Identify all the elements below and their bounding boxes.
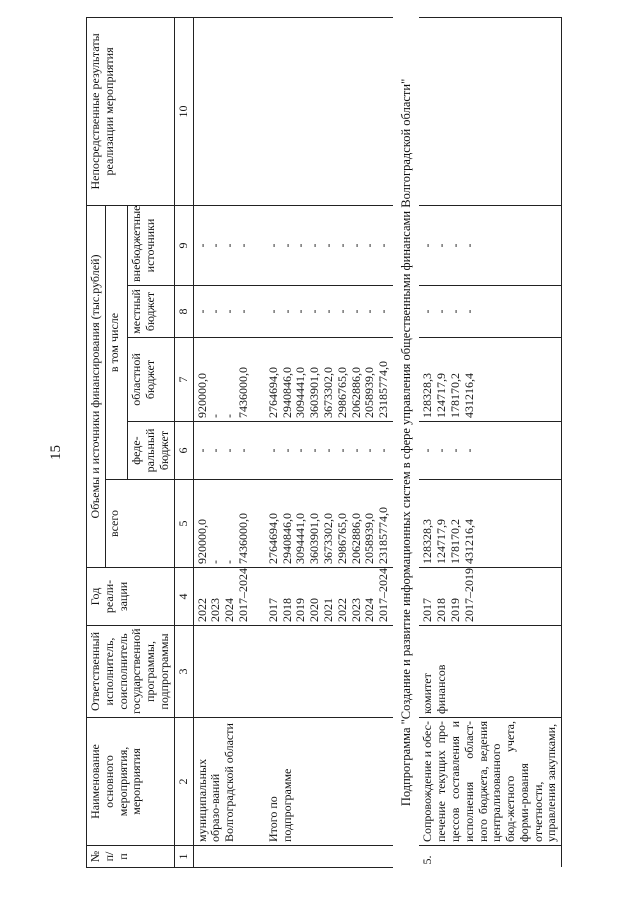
header-total: всего <box>105 480 174 568</box>
extra-list: - - - - - - - - - <box>253 205 393 285</box>
col-num-9: 9 <box>174 205 193 285</box>
col-num-5: 5 <box>174 480 193 568</box>
header-name: Наименование основного мероприятия, мероприятия <box>87 718 175 846</box>
table-row <box>419 17 561 867</box>
header-year: Год реали-зации <box>87 568 175 626</box>
extra-list: - - - - <box>419 205 561 285</box>
header-executor: Ответственный исполнитель, соисполнитель государственной программы, подпрограммы <box>87 626 175 718</box>
local-list: - - - - <box>193 286 253 338</box>
header-local: местный бюджет <box>128 286 174 338</box>
row-number: 5. <box>419 846 561 868</box>
col-num-7: 7 <box>174 338 193 422</box>
col-num-6: 6 <box>174 422 193 480</box>
header-number: № п/п <box>87 846 175 868</box>
col-num-10: 10 <box>174 17 193 205</box>
header-results: Непосредственные результаты реализации мероприятия <box>87 17 175 205</box>
financing-table-rotated <box>86 18 640 868</box>
measure-name: Сопровождение и обес-печение текущих про-цессов составления и исполнения област-ного бюджета, ведения централизованного бюд-жетного учета, форми-рования отчетности, управления закупками, <box>419 718 561 846</box>
col-num-8: 8 <box>174 286 193 338</box>
year-list: 2017 2018 2019 2017–2019 <box>419 568 561 626</box>
regional-list: 128328,3 124717,9 178170,2 431216,4 <box>419 338 561 422</box>
table-row <box>253 17 393 867</box>
col-num-1: 1 <box>174 846 193 868</box>
header-extra: внебюджетные источники <box>128 205 174 285</box>
total-list: 920000,0 - - 7436000,0 <box>193 480 253 568</box>
federal-list: - - - - - - - - - <box>253 422 393 480</box>
year-list: 2017 2018 2019 2020 2021 2022 2023 2024 2017–2024 <box>253 568 393 626</box>
federal-list: - - - - <box>193 422 253 480</box>
local-list: - - - - <box>419 286 561 338</box>
executor: комитет финансов <box>419 626 561 718</box>
header-federal: феде-ральный бюджет <box>128 422 174 480</box>
col-num-2: 2 <box>174 718 193 846</box>
regional-list: 920000,0 - - 7436000,0 <box>193 338 253 422</box>
section-row <box>393 17 419 867</box>
col-num-3: 3 <box>174 626 193 718</box>
measure-name: муниципальных образо-ваний Волгоградской области <box>193 718 253 846</box>
table-row <box>193 17 253 867</box>
total-list: 128328,3 124717,9 178170,2 431216,4 <box>419 480 561 568</box>
financing-table <box>86 17 562 868</box>
regional-list: 2764694,0 2940846,0 3094441,0 3603901,0 3673302,0 2986765,0 2062886,0 2058939,0 23185774,0 <box>253 338 393 422</box>
col-num-4: 4 <box>174 568 193 626</box>
year-list: 2022 2023 2024 2017–2024 <box>193 568 253 626</box>
local-list: - - - - - - - - - <box>253 286 393 338</box>
header-subgroup: в том числе <box>105 205 128 479</box>
header-financing-group: Объемы и источники финансирования (тыс.рублей) <box>87 205 106 567</box>
subtotal-name: Итого по подпрограмме <box>253 718 393 846</box>
header-regional: областной бюджет <box>128 338 174 422</box>
page-number: 15 <box>48 445 64 460</box>
section-title: Подпрограмма "Создание и развитие информационных систем в сфере управления общественными финансами Волгоградской области" <box>398 78 413 807</box>
total-list: 2764694,0 2940846,0 3094441,0 3603901,0 3673302,0 2986765,0 2062886,0 2058939,0 23185774,0 <box>253 480 393 568</box>
federal-list: - - - - <box>419 422 561 480</box>
extra-list: - - - - <box>193 205 253 285</box>
